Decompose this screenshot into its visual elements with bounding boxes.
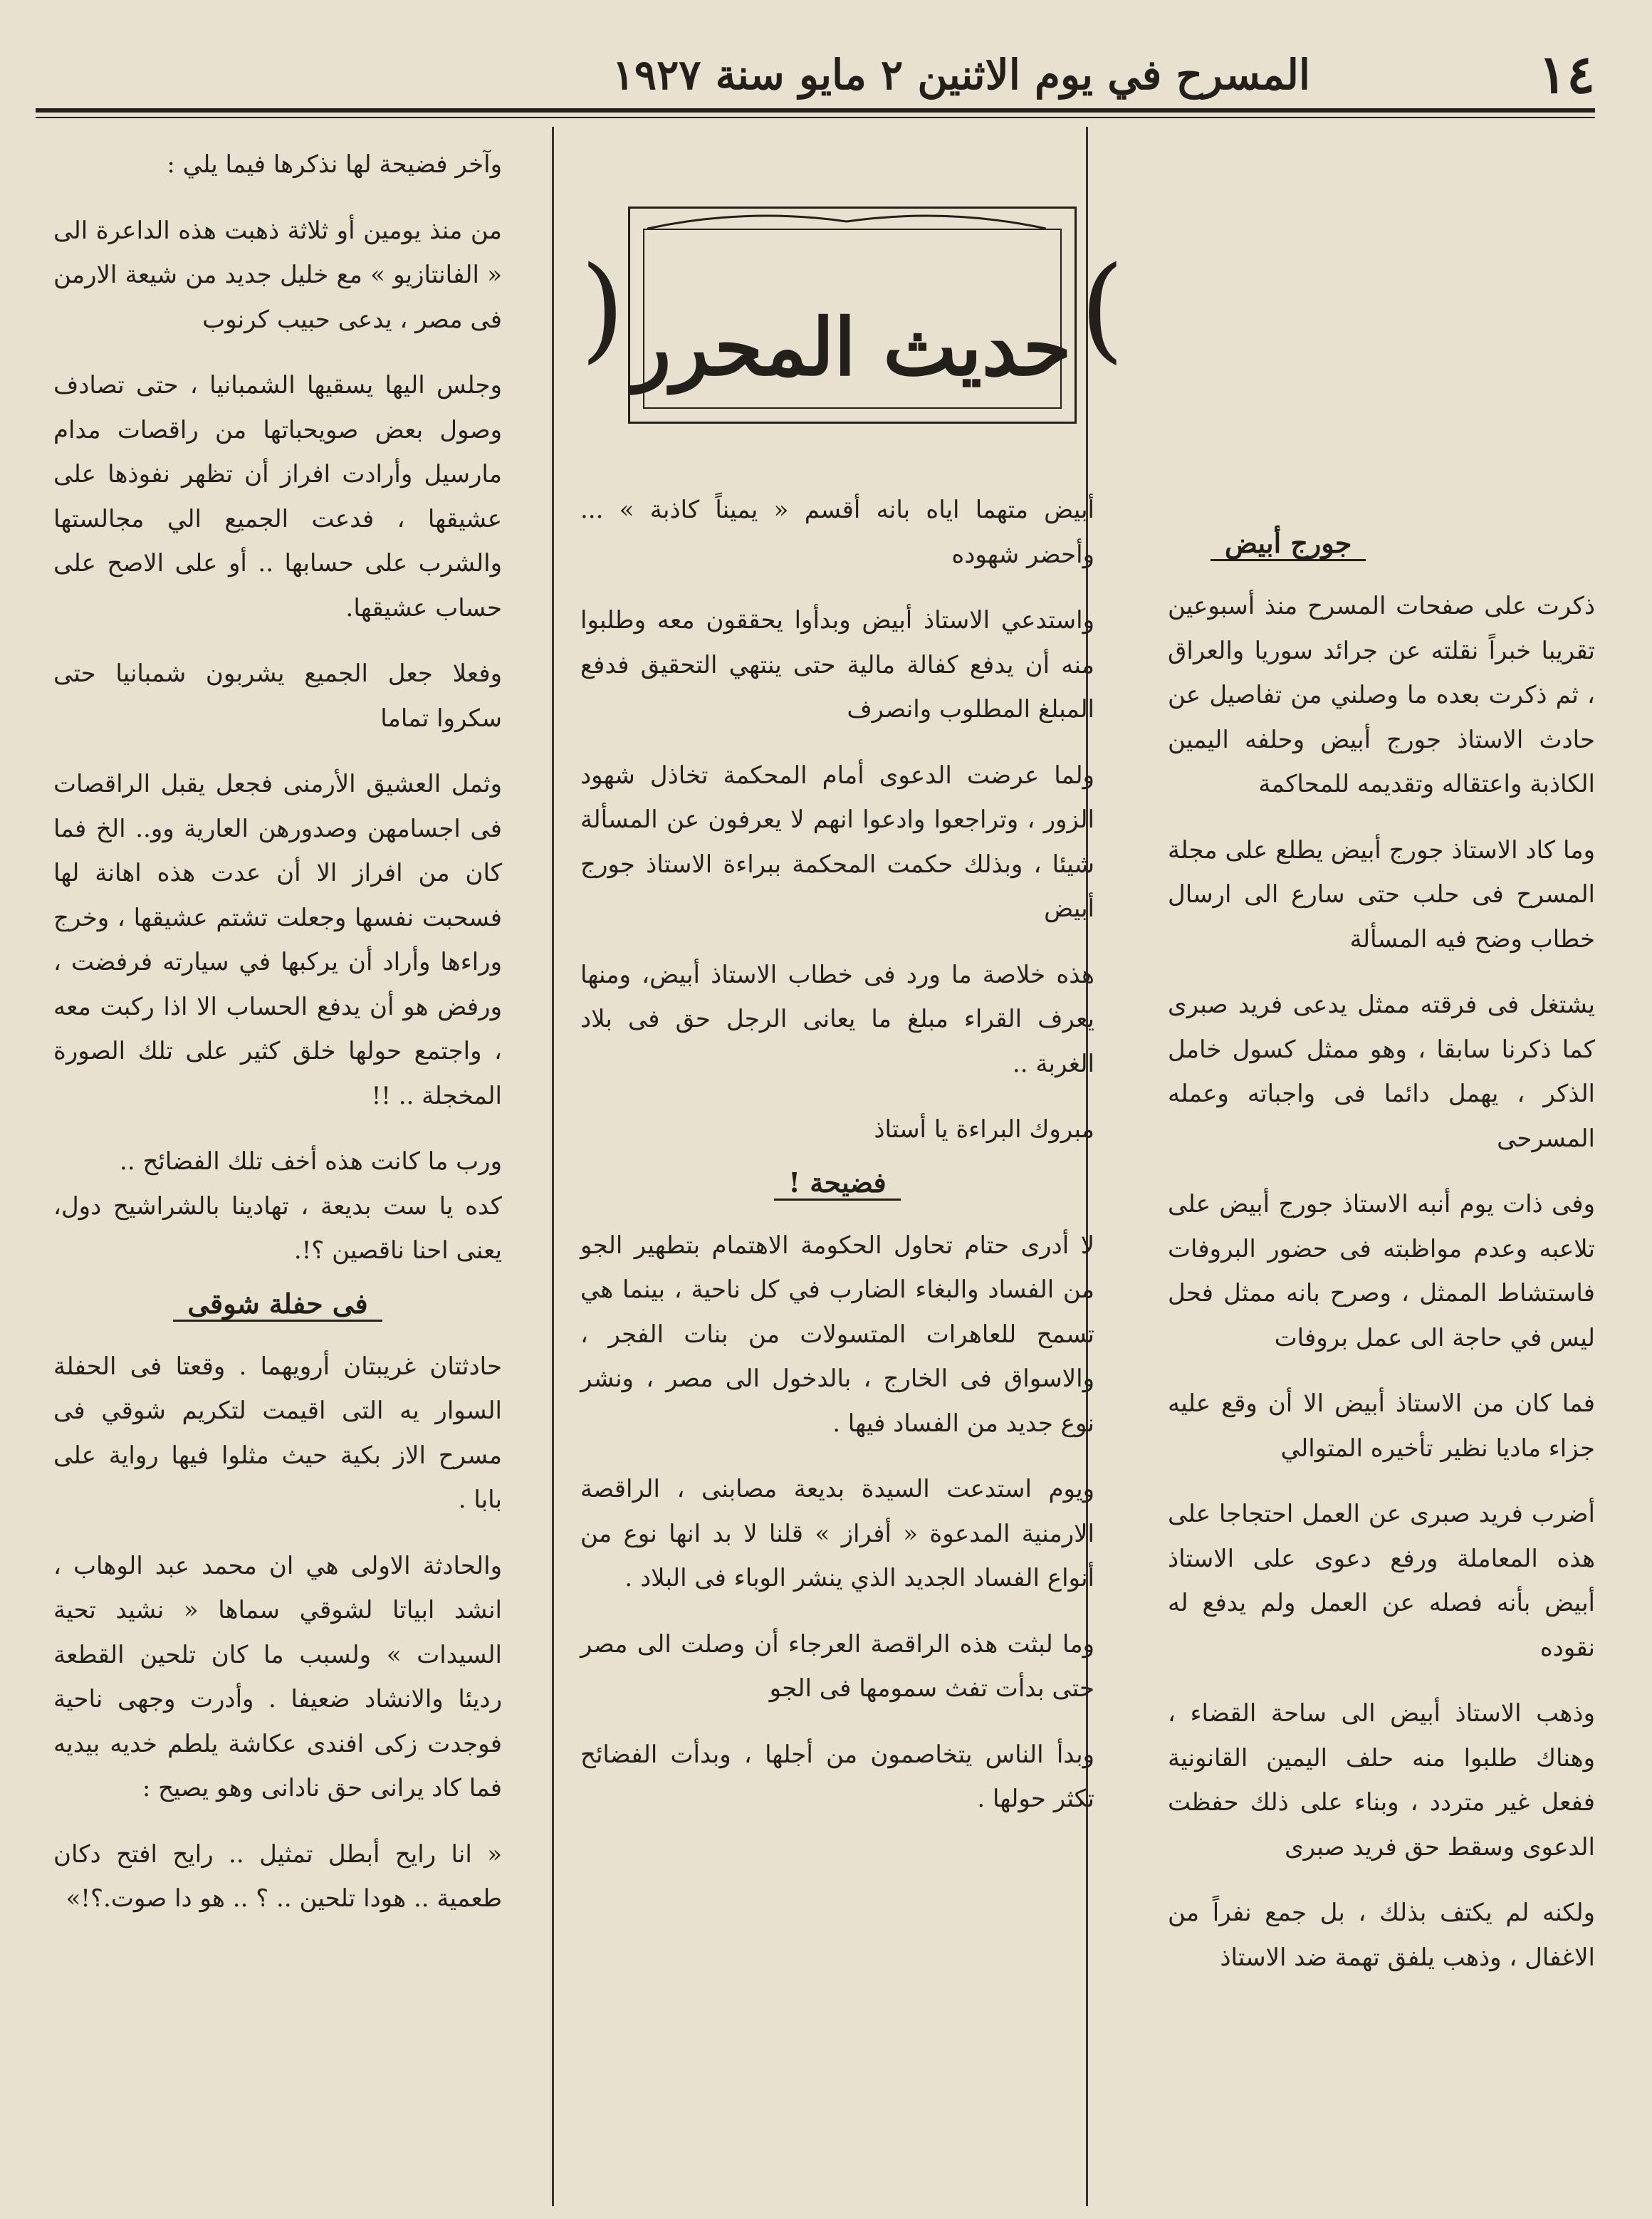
paragraph: « انا رايح أبطل تمثيل .. رايح افتح دكان طعمية .. هودا تلحين .. ؟ .. هو دا صوت.؟!»	[53, 1839, 502, 1913]
paragraph: أبيض متهما اياه بانه أقسم « يميناً كاذبة » ... وأحضر شهوده	[580, 496, 1094, 569]
running-title: المسرح في يوم الاثنين ٢ مايو سنة ١٩٢٧	[612, 51, 1310, 99]
column-divider-left	[552, 127, 554, 2206]
paragraph: وآخر فضيحة لها نذكرها فيما يلي :	[167, 150, 502, 179]
paragraph: يشتغل فى فرقته ممثل يدعى فريد صبرى كما ذكرنا سابقا ، وهو ممثل كسول خامل الذكر ، يهمل دائما فى واجباته وعمله المسرحى	[1168, 991, 1595, 1153]
page-number: ١٤	[1538, 44, 1595, 105]
paragraph: واستدعي الاستاذ أبيض وبدأوا يحققون معه وطلبوا منه أن يدفع كفالة مالية حتى ينتهي التحقيق فدفع المبلغ المطلوب وانصرف	[580, 606, 1094, 724]
column-left	[53, 142, 502, 1921]
paragraph: وجلس اليها يسقيها الشمبانيا ، حتى تصادف وصول بعض صويحباتها من راقصات مدام مارسيل وأرادت افراز أن تظهر نفوذها على عشيقها ، فدعت الجميع الي مجالستها والشرب على حسابها .. أو على الاصح على حساب عشيقها.	[53, 371, 502, 622]
paragraph: وبدأ الناس يتخاصمون من أجلها ، وبدأت الفضائح تكثر حولها .	[580, 1740, 1094, 1813]
paragraph: وثمل العشيق الأرمنى فجعل يقبل الراقصات فى اجسامهن وصدورهن العارية وو.. الخ فما كان من افراز الا أن عدت هذه اهانة لها فسحبت نفسها وجعلت تشتم عشيقها ، وخرج وراءها وأراد أن يركبها في سيارته فرفضت ، ورفض هو أن يدفع الحساب الا اذا ركبت معه ، واجتمع حولها خلق كثير على تلك الصورة المخجلة .. !!	[53, 770, 502, 1110]
paragraph: وذهب الاستاذ أبيض الى ساحة القضاء ، وهناك طلبوا منه حلف اليمين القانونية ففعل غير متردد ، وبناء على ذلك حفظت الدعوى وسقط حق فريد صبرى	[1168, 1699, 1595, 1862]
paragraph: هذه خلاصة ما ورد فى خطاب الاستاذ أبيض، ومنها يعرف القراء مبلغ ما يعانى الرجل حق فى بلاد الغربة ..	[580, 960, 1094, 1078]
paragraph: حادثتان غريبتان أرويهما . وقعتا فى الحفلة السوار يه التى اقيمت لتكريم شوقي فى مسرح الاز بكية حيث مثلوا فيها رواية على بابا .	[53, 1352, 502, 1514]
right-paren-ornament-icon: )	[1079, 241, 1124, 375]
paragraph: ويوم استدعت السيدة بديعة مصابنى ، الراقصة الارمنية المدعوة « أفراز » قلنا لا بد انها نوع من أنواع الفساد الجديد الذي ينشر الوباء فى البلاد .	[580, 1475, 1094, 1592]
paragraph: ولكنه لم يكتف بذلك ، بل جمع نفراً من الاغفال ، وذهب يلفق تهمة ضد الاستاذ	[1168, 1899, 1595, 1972]
page-header	[36, 43, 1595, 107]
left-paren-ornament-icon: (	[580, 241, 625, 375]
editorial-title-frame	[580, 207, 1124, 424]
paragraph: من منذ يومين أو ثلاثة ذهبت هذه الداعرة الى « الفانتازيو » مع خليل جديد من شيعة الارمن فى مصر ، يدعى حبيب كرنوب	[53, 216, 502, 334]
paragraph: ولما عرضت الدعوى أمام المحكمة تخاذل شهود الزور ، وتراجعوا وادعوا انهم لا يعرفون عن المسألة شيئا ، وبذلك حكمت المحكمة ببراءة الاستاذ جورج أبيض	[580, 761, 1094, 923]
paragraph: مبروك البراءة يا أستاذ	[874, 1115, 1094, 1144]
header-rule-thick	[36, 108, 1595, 113]
section-heading-george-abyad: جورج أبيض	[1168, 518, 1595, 568]
header-rule-thin	[36, 117, 1595, 118]
section-heading-shawqi-celebration: فى حفلة شوقى	[53, 1279, 502, 1329]
paragraph: لا أدرى حتام تحاول الحكومة الاهتمام بتطهير الجو من الفساد والبغاء الضارب في كل ناحية ، بينما هي تسمح للعاهرات المتسولات من بنات الفجر ، والاسواق فى الخارج ، بالدخول الى مصر ، ونشر نوع جديد من الفساد فيها .	[580, 1231, 1094, 1438]
paragraph: ذكرت على صفحات المسرح منذ أسبوعين تقريبا خبراً نقلته عن جرائد سوريا والعراق ، ثم ذكرت بعده ما وصلني من تفاصيل عن حادث الاستاذ جورج أبيض وحلفه اليمين الكاذبة واعتقاله وتقديمه للمحاكمة	[1168, 592, 1595, 798]
paragraph: وفى ذات يوم أنبه الاستاذ جورج أبيض على تلاعبه وعدم مواظبته فى حضور البروفات فاستشاط الممثل ، وصرح بانه ممثل فحل ليس في حاجة الى عمل بروفات	[1168, 1190, 1595, 1352]
paragraph: ورب ما كانت هذه أخف تلك الفضائح ..	[120, 1147, 502, 1176]
column-middle	[580, 488, 1094, 1822]
paragraph: والحادثة الاولى هي ان محمد عبد الوهاب ، انشد ابياتا لشوقي سماها « نشيد تحية السيدات » ولسبب ما كان تلحين القطعة رديئا والانشاد ضعيفا . وأدرت وجهى ناحية فوجدت زكى افندى عكاشة يلطم خديه بيديه فما كاد يرانى حق نادانى وهو يصيح :	[53, 1551, 502, 1802]
paragraph: وما كاد الاستاذ جورج أبيض يطلع على مجلة المسرح فى حلب حتى سارع الى ارسال خطاب وضح فيه المسألة	[1168, 835, 1595, 954]
section-heading-scandal: فضيحة !	[580, 1158, 1094, 1208]
paragraph: وفعلا جعل الجميع يشربون شمبانيا حتى سكروا تماما	[53, 659, 502, 733]
column-right	[1168, 142, 1595, 1980]
paragraph: أضرب فريد صبرى عن العمل احتجاجا على هذه المعاملة ورفع دعوى على الاستاذ أبيض بأنه فصله عن العمل ولم يدفع له نقوده	[1168, 1500, 1595, 1662]
paragraph: فما كان من الاستاذ أبيض الا أن وقع عليه جزاء ماديا نظير تأخيره المتوالي	[1168, 1389, 1595, 1463]
paragraph: كده يا ست بديعة ، تهادينا بالشراشيح دول، يعنى احنا ناقصين ؟!.	[53, 1191, 502, 1265]
editorial-title: حديث المحرر	[633, 301, 1072, 393]
paragraph: وما لبثت هذه الراقصة العرجاء أن وصلت الى مصر حتى بدأت تفث سمومها فى الجو	[580, 1629, 1094, 1703]
